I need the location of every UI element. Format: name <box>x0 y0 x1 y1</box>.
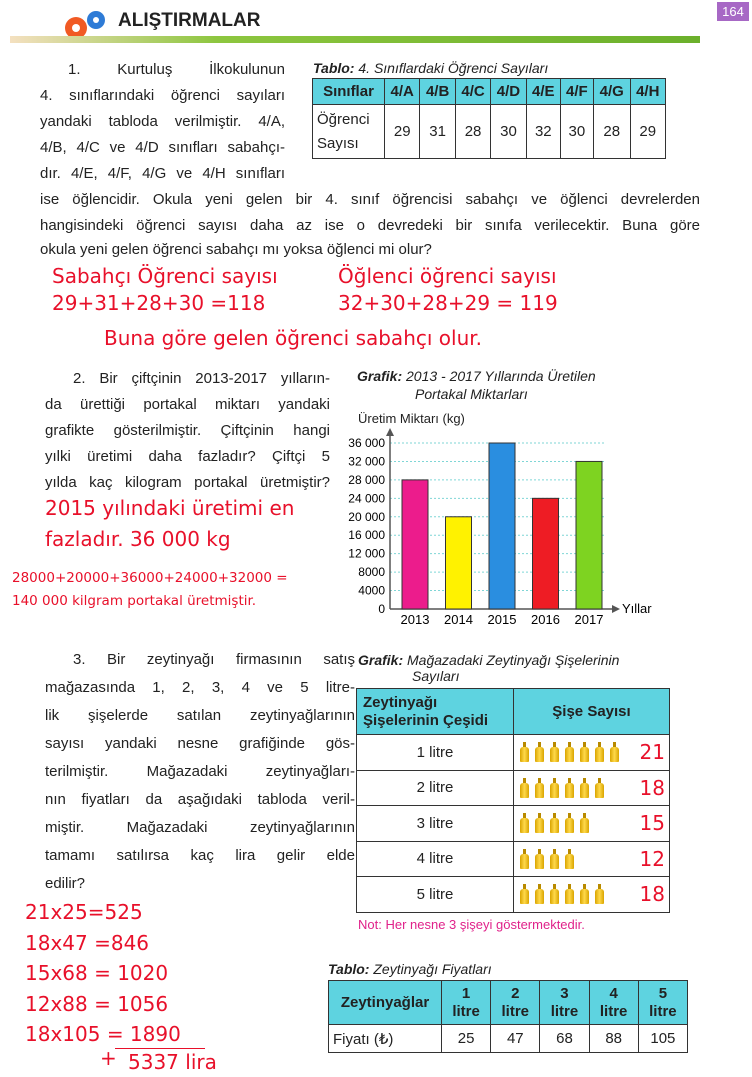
x-axis-label: Yıllar <box>622 601 652 616</box>
bottle-icon <box>520 742 529 762</box>
chart-title <box>357 368 596 384</box>
bottle-icon <box>595 884 604 904</box>
size-header <box>540 981 589 1025</box>
bottle-icon <box>520 813 529 833</box>
q3-text-line: 3. Bir zeytinyağı firmasının satış <box>73 651 355 668</box>
class-count: 29 <box>385 105 420 159</box>
answer-count: 12 <box>639 846 665 871</box>
bottle-icon <box>565 884 574 904</box>
y-tick-label: 28 000 <box>348 472 385 487</box>
y-tick-label: 36 000 <box>348 436 385 450</box>
q1-text-line: 4. sınıflarındaki öğrenci sayıları <box>40 87 285 104</box>
bottle-type: 4 litre <box>357 841 514 877</box>
x-tick-label: 2014 <box>444 612 473 627</box>
q1-text-line: hangisindeki öğrenci sayısı daha az ise o devredeki bir sınıfa verilecektir. Buna göre <box>40 217 700 234</box>
bar-2016 <box>533 498 559 609</box>
bottle-icon <box>535 813 544 833</box>
q3-text-line: terilmiştir. Mağazadaki zeytinyağları- <box>45 763 355 780</box>
class-header: 4/C <box>455 79 490 105</box>
answer-count: 18 <box>639 775 665 800</box>
size-unit: litre <box>599 1002 628 1020</box>
price-table <box>328 980 688 1053</box>
bottle-icon <box>595 778 604 798</box>
class-header: 4/B <box>420 79 455 105</box>
class-header: 4/E <box>526 79 560 105</box>
answer-line: fazladır. 36 000 kg <box>45 527 231 551</box>
y-axis-label: Üretim Miktarı (kg) <box>358 411 465 426</box>
q1-text-line: dır. 4/E, 4/F, 4/G ve 4/H sınıfları <box>40 165 285 182</box>
q1-text-line: 1. Kurtuluş İlkokulunun <box>68 61 285 78</box>
bottle-icons <box>514 806 670 842</box>
header-line: Şişelerinin Çeşidi <box>363 711 489 729</box>
bottle-icon <box>610 742 619 762</box>
pictograph-caption-line2: Sayıları <box>412 668 460 684</box>
pictograph-note: Not: Her nesne 3 şişeyi göstermektedir. <box>358 917 585 932</box>
sum-line <box>115 1048 205 1049</box>
bottle-icon <box>580 884 589 904</box>
q1-text-line: yandaki tabloda verilmiştir. 4/A, <box>40 113 285 130</box>
calc-line: 12x88 = 1056 <box>25 991 169 1016</box>
y-tick-label: 0 <box>378 602 385 616</box>
pictograph-row <box>357 770 670 806</box>
bottle-icon <box>520 849 529 869</box>
price-value: 68 <box>540 1025 589 1053</box>
class-header: 4/G <box>593 79 630 105</box>
bottle-icon <box>520 778 529 798</box>
bar-2015 <box>489 443 515 609</box>
size-unit: litre <box>550 1002 579 1020</box>
bottle-icon <box>565 742 574 762</box>
answer-line: 28000+20000+36000+24000+32000 = <box>12 570 288 586</box>
size-unit: litre <box>452 1002 480 1020</box>
q3-text-line: nın fiyatları da aşağıdaki tabloda veril- <box>45 791 355 808</box>
answer-morning-sum: 29+31+28+30 =118 <box>52 291 266 315</box>
pictograph-row <box>357 806 670 842</box>
row-header: Sınıflar <box>313 79 385 105</box>
size-unit: litre <box>649 1002 677 1020</box>
col-count-header: Şişe Sayısı <box>514 689 670 735</box>
row-label <box>313 105 385 159</box>
class-table <box>312 78 666 159</box>
caption-bold: Grafik: <box>358 652 404 668</box>
page-number: 164 <box>717 2 749 21</box>
bottle-icon <box>535 849 544 869</box>
answer-line: 2015 yılındaki üretimi en <box>45 496 295 520</box>
q3-text-line: miştir. Mağazadaki zeytinyağlarının <box>45 819 355 836</box>
row-header: Zeytinyağlar <box>329 981 442 1025</box>
y-tick-label: 12 000 <box>348 546 385 561</box>
pictograph-row <box>357 841 670 877</box>
class-count: 32 <box>526 105 560 159</box>
calc-line: 18x105 = 1890 <box>25 1022 181 1046</box>
chart-title-line2: Portakal Miktarları <box>415 386 528 402</box>
size-number: 4 <box>609 984 618 1002</box>
size-header <box>491 981 540 1025</box>
answer-count: 21 <box>639 740 665 764</box>
answer-total: 5337 lira <box>128 1050 217 1074</box>
answer-count: 18 <box>639 882 665 906</box>
size-header <box>442 981 491 1025</box>
bottle-icons <box>514 841 670 877</box>
calc-line: 15x68 = 1020 <box>25 961 169 985</box>
caption-text: Mağazadaki Zeytinyağı Şişelerinin <box>403 652 620 668</box>
bottle-icon <box>565 778 574 798</box>
y-axis-arrow-icon <box>386 428 394 436</box>
header <box>0 0 752 50</box>
q1-text-line: okula yeni gelen öğrenci sabahçı mı yoksa öğlenci mi olur? <box>40 241 432 258</box>
q3-text-line: tamamı satılırsa kaç lira gelir elde <box>45 847 355 864</box>
answer-morning-label: Sabahçı Öğrenci sayısı <box>52 264 278 288</box>
price-value: 25 <box>442 1025 491 1053</box>
size-number: 3 <box>560 984 569 1002</box>
price-caption <box>328 961 492 977</box>
pictograph-row <box>357 735 670 771</box>
bottle-icon <box>595 742 604 762</box>
answer-count: 15 <box>639 811 665 835</box>
calc-line: 21x25=525 <box>25 900 143 924</box>
row-label-1: Öğrenci <box>317 110 370 128</box>
y-tick-label: 32 000 <box>348 454 385 469</box>
bottle-icon <box>550 849 559 869</box>
x-tick-label: 2017 <box>574 612 604 627</box>
pictograph-table <box>356 688 670 913</box>
size-header <box>589 981 638 1025</box>
caption-bold: Tablo: <box>328 961 370 977</box>
pictograph-caption <box>358 652 619 668</box>
class-header: 4/D <box>491 79 526 105</box>
q1-text-line: ise öğlencidir. Okula yeni gelen bir 4. sınıf öğrencisi sabahçı ve öğlenci devrelerden <box>40 191 700 208</box>
bottle-icon <box>550 778 559 798</box>
bottle-type: 2 litre <box>357 770 514 806</box>
header-bar <box>10 36 700 43</box>
class-count: 30 <box>560 105 593 159</box>
answer-afternoon-label: Öğlenci öğrenci sayısı <box>338 264 557 288</box>
caption-bold: Tablo: <box>313 60 355 76</box>
answer-line: 140 000 kilgram portakal üretmiştir. <box>12 593 257 609</box>
bottle-icon <box>550 742 559 762</box>
bottle-type: 1 litre <box>357 735 514 771</box>
q3-text-line: edilir? <box>45 875 86 892</box>
q3-text-line: lik şişelerde satılan zeytinyağlarının <box>45 707 355 724</box>
x-tick-label: 2015 <box>487 612 517 627</box>
bar-2013 <box>402 480 428 609</box>
row-label-2: Sayısı <box>317 134 359 152</box>
y-tick-label: 24 000 <box>348 491 385 506</box>
bottle-icon <box>535 778 544 798</box>
bottle-icon <box>535 884 544 904</box>
class-count: 30 <box>491 105 526 159</box>
bottle-icon <box>520 884 529 904</box>
q2-text-line: 2. Bir çiftçinin 2013-2017 yılların- <box>73 370 330 387</box>
class-header: 4/H <box>630 79 665 105</box>
bottle-icon <box>580 778 589 798</box>
bottle-icons <box>514 877 670 913</box>
price-value: 105 <box>638 1025 687 1053</box>
y-tick-label: 20 000 <box>348 509 385 524</box>
q2-text-line: grafikte gösterilmiştir. Çiftçinin hangi <box>45 422 330 439</box>
bar-2014 <box>446 517 472 609</box>
x-tick-label: 2016 <box>531 612 560 627</box>
x-axis-arrow-icon <box>612 605 620 613</box>
q2-text-line: da ürettiği portakal miktarı yandaki <box>45 396 330 413</box>
q2-text-line: yılda kaç kilogram portakal üretmiştir? <box>45 474 330 491</box>
bottle-icon <box>580 742 589 762</box>
pictograph-row <box>357 877 670 913</box>
q3-text-line: sayısı yandaki nesne grafiğinde gös- <box>45 735 355 752</box>
title-text: 2013 - 2017 Yıllarında Üretilen <box>402 368 596 384</box>
answer-conclusion: Buna göre gelen öğrenci sabahçı olur. <box>104 326 482 350</box>
bottle-icon <box>565 813 574 833</box>
y-tick-label: 16 000 <box>348 528 385 543</box>
class-count: 31 <box>420 105 455 159</box>
table-caption <box>313 60 548 76</box>
y-tick-label: 8000 <box>358 565 385 580</box>
size-number: 5 <box>658 984 668 1002</box>
bar-chart <box>340 420 660 630</box>
caption-text: 4. Sınıflardaki Öğrenci Sayıları <box>354 60 549 76</box>
row-label: Fiyatı (₺) <box>329 1025 442 1053</box>
bottle-icons <box>514 735 670 771</box>
bottle-icon <box>565 849 574 869</box>
sum-plus: + <box>100 1046 117 1070</box>
size-number: 2 <box>511 984 520 1002</box>
size-number: 1 <box>461 984 471 1002</box>
bottle-icon <box>580 813 589 833</box>
class-count: 28 <box>455 105 490 159</box>
q2-text-line: yılki üretimi daha fazladır? Çiftçi 5 <box>45 448 330 465</box>
header-line: Zeytinyağı <box>363 693 438 711</box>
bottle-icon <box>550 813 559 833</box>
class-count: 29 <box>630 105 665 159</box>
calc-line: 18x47 =846 <box>25 930 150 955</box>
caption-text: Zeytinyağı Fiyatları <box>369 961 492 977</box>
bottle-type: 3 litre <box>357 806 514 842</box>
y-tick-label: 4000 <box>358 583 385 598</box>
class-header: 4/A <box>385 79 420 105</box>
bottle-icon <box>550 884 559 904</box>
bottle-icon <box>535 742 544 762</box>
bar-2017 <box>576 461 602 609</box>
q3-text-line: mağazasında 1, 2, 3, 4 ve 5 litre- <box>45 679 355 696</box>
section-title: ALIŞTIRMALAR <box>118 10 261 31</box>
answer-afternoon-sum: 32+30+28+29 = 119 <box>338 291 558 315</box>
size-unit: litre <box>501 1002 530 1020</box>
bottle-icons <box>514 770 670 806</box>
class-header: 4/F <box>560 79 593 105</box>
title-bold: Grafik: <box>357 368 403 384</box>
price-value: 47 <box>491 1025 540 1053</box>
col-type-header <box>357 689 514 735</box>
bottle-type: 5 litre <box>357 877 514 913</box>
q1-text-line: 4/B, 4/C ve 4/D sınıfları sabahçı- <box>40 139 285 156</box>
x-tick-label: 2013 <box>400 612 430 627</box>
class-count: 28 <box>593 105 630 159</box>
price-value: 88 <box>589 1025 638 1053</box>
size-header <box>638 981 687 1025</box>
